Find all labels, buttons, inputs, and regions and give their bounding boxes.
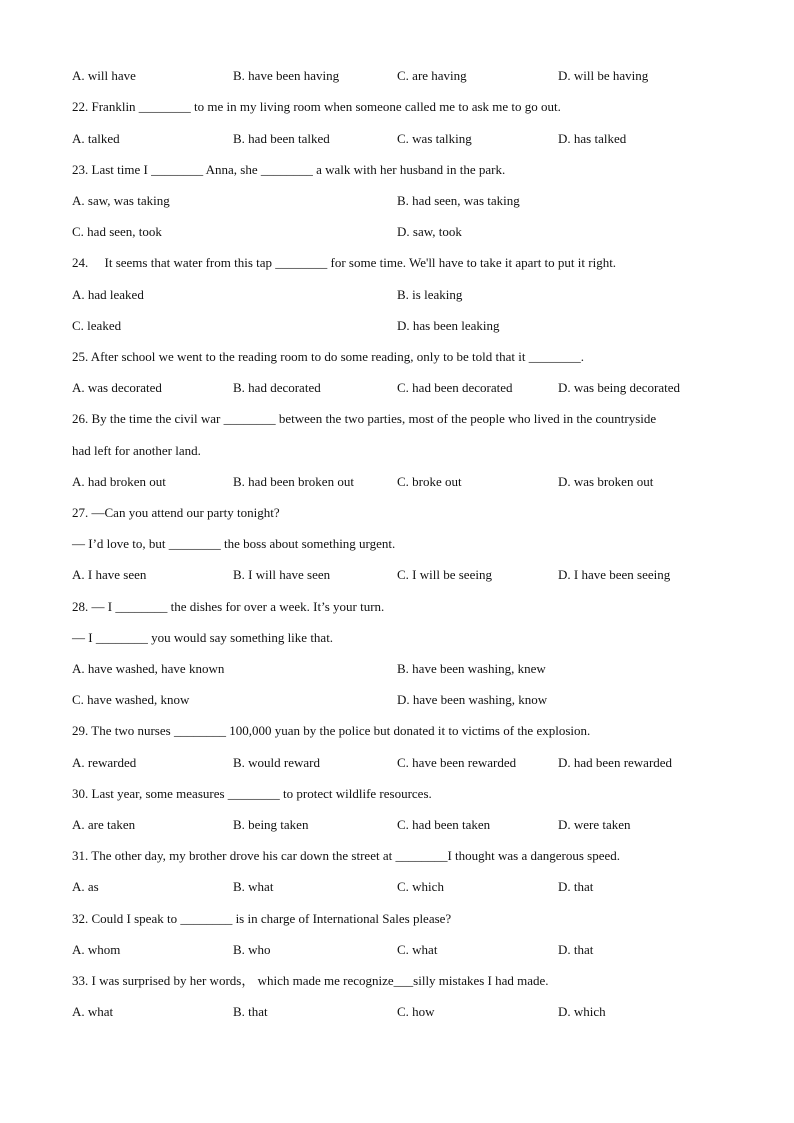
option-d: D. was broken out xyxy=(558,474,654,489)
option-d: D. that xyxy=(558,942,594,957)
options-row xyxy=(72,878,722,896)
option-d: D. saw, took xyxy=(397,224,462,239)
question-text: 32. Could I speak to ________ is in charge of International Sales please? xyxy=(72,911,452,926)
option-a: A. talked xyxy=(72,131,120,146)
options-row xyxy=(72,754,722,772)
option-c: C. which xyxy=(397,879,444,894)
option-d: D. I have been seeing xyxy=(558,567,671,582)
options-row xyxy=(72,130,722,148)
question-text: 33. I was surprised by her words， which made me recognize___silly mistakes I had made. xyxy=(72,973,549,988)
option-c: C. have washed, know xyxy=(72,692,190,707)
options-row xyxy=(72,1003,722,1021)
question-27-reply xyxy=(72,535,722,553)
option-a: A. whom xyxy=(72,942,121,957)
options-row xyxy=(72,286,722,304)
option-b: B. what xyxy=(233,879,274,894)
option-b: B. that xyxy=(233,1004,268,1019)
question-27 xyxy=(72,504,722,522)
question-text: 24. It seems that water from this tap ________ for some time. We'll have to take it apart to put it right. xyxy=(72,255,617,270)
question-text: 25. After school we went to the reading room to do some reading, only to be told that it ________. xyxy=(72,349,584,364)
question-28-reply xyxy=(72,629,722,647)
question-text: had left for another land. xyxy=(72,443,201,458)
question-text: 26. By the time the civil war ________ between the two parties, most of the people who lived in the countryside xyxy=(72,411,657,426)
option-b: B. is leaking xyxy=(397,287,463,302)
question-32 xyxy=(72,910,722,928)
options-row xyxy=(72,379,722,397)
question-text: — I’d love to, but ________ the boss about something urgent. xyxy=(72,536,396,551)
question-29 xyxy=(72,722,722,740)
option-c: C. was talking xyxy=(397,131,472,146)
option-a: A. had broken out xyxy=(72,474,166,489)
option-d: D. will be having xyxy=(558,68,649,83)
option-c: C. how xyxy=(397,1004,435,1019)
option-c: C. broke out xyxy=(397,474,462,489)
option-b: B. being taken xyxy=(233,817,309,832)
option-d: D. have been washing, know xyxy=(397,692,548,707)
option-a: A. will have xyxy=(72,68,136,83)
question-31 xyxy=(72,847,722,865)
option-a: A. rewarded xyxy=(72,755,137,770)
option-a: A. had leaked xyxy=(72,287,144,302)
question-23 xyxy=(72,161,722,179)
option-c: C. had seen, took xyxy=(72,224,162,239)
option-b: B. would reward xyxy=(233,755,321,770)
option-d: D. which xyxy=(558,1004,606,1019)
options-row xyxy=(72,223,722,241)
option-b: B. have been having xyxy=(233,68,340,83)
option-d: D. had been rewarded xyxy=(558,755,673,770)
option-d: D. has been leaking xyxy=(397,318,500,333)
option-d: D. has talked xyxy=(558,131,627,146)
option-b: B. had been talked xyxy=(233,131,330,146)
option-d: D. that xyxy=(558,879,594,894)
option-c: C. are having xyxy=(397,68,467,83)
options-row xyxy=(72,192,722,210)
question-text: 22. Franklin ________ to me in my living room when someone called me to ask me to go out. xyxy=(72,99,561,114)
option-d: D. were taken xyxy=(558,817,631,832)
question-text: — I ________ you would say something like that. xyxy=(72,630,334,645)
option-c: C. leaked xyxy=(72,318,122,333)
options-row xyxy=(72,660,722,678)
options-row xyxy=(72,941,722,959)
option-b: B. I will have seen xyxy=(233,567,331,582)
option-a: A. are taken xyxy=(72,817,136,832)
question-22 xyxy=(72,98,722,116)
option-c: C. I will be seeing xyxy=(397,567,492,582)
option-c: C. what xyxy=(397,942,438,957)
options-row xyxy=(72,317,722,335)
option-b: B. have been washing, knew xyxy=(397,661,546,676)
option-b: B. had seen, was taking xyxy=(397,193,520,208)
option-c: C. had been taken xyxy=(397,817,491,832)
option-a: A. was decorated xyxy=(72,380,162,395)
option-a: A. what xyxy=(72,1004,114,1019)
question-33 xyxy=(72,972,722,990)
question-30 xyxy=(72,785,722,803)
options-row xyxy=(72,473,722,491)
option-d: D. was being decorated xyxy=(558,380,681,395)
option-c: C. have been rewarded xyxy=(397,755,517,770)
question-25 xyxy=(72,348,722,366)
question-text: 29. The two nurses ________ 100,000 yuan by the police but donated it to victims of the explosion. xyxy=(72,723,591,738)
question-26 xyxy=(72,410,722,428)
options-row xyxy=(72,67,722,85)
option-a: A. I have seen xyxy=(72,567,147,582)
option-a: A. have washed, have known xyxy=(72,661,225,676)
options-row xyxy=(72,566,722,584)
question-24 xyxy=(72,254,722,272)
option-b: B. who xyxy=(233,942,271,957)
question-28 xyxy=(72,598,722,616)
question-text: 27. —Can you attend our party tonight? xyxy=(72,505,280,520)
option-c: C. had been decorated xyxy=(397,380,513,395)
option-a: A. as xyxy=(72,879,99,894)
question-text: 28. — I ________ the dishes for over a week. It’s your turn. xyxy=(72,599,385,614)
options-row xyxy=(72,816,722,834)
option-b: B. had decorated xyxy=(233,380,321,395)
question-text: 23. Last time I ________ Anna, she ________ a walk with her husband in the park. xyxy=(72,162,506,177)
options-row xyxy=(72,691,722,709)
option-b: B. had been broken out xyxy=(233,474,354,489)
question-text: 30. Last year, some measures ________ to protect wildlife resources. xyxy=(72,786,432,801)
question-text: 31. The other day, my brother drove his car down the street at ________I thought was a dangerous speed. xyxy=(72,848,621,863)
question-26-continued xyxy=(72,442,722,460)
option-a: A. saw, was taking xyxy=(72,193,170,208)
